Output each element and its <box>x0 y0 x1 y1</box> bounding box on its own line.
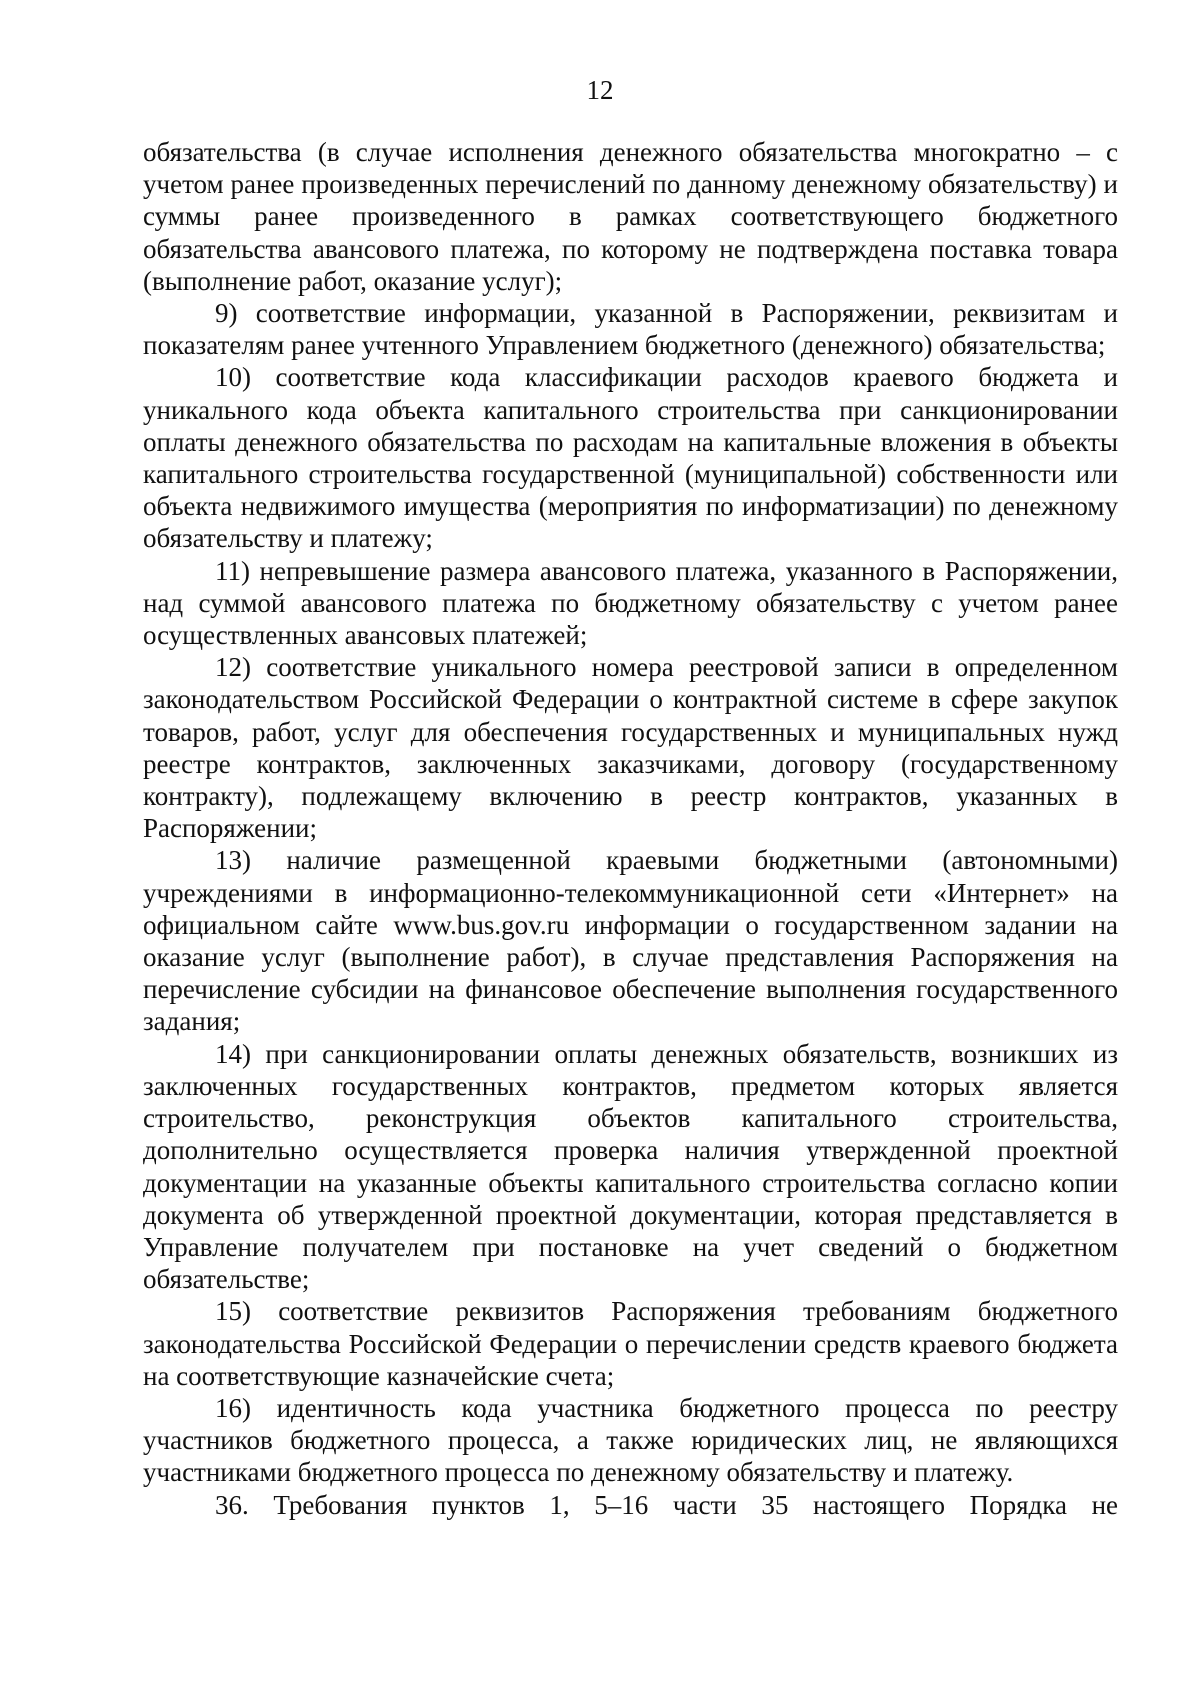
paragraph-item-15: 15) соответствие реквизитов Распоряжения требованиям бюджетного законодательства Российской Федерации о перечислении средств краевого бюджета на соответствующие казначейские счета; <box>143 1296 1118 1391</box>
document-body <box>143 136 1118 1521</box>
paragraph-item-11: 11) непревышение размера авансового платежа, указанного в Распоряжении, над суммой авансового платежа по бюджетному обязательству с учетом ранее осуществленных авансовых платежей; <box>143 555 1118 651</box>
paragraph-item-10: 10) соответствие кода классификации расходов краевого бюджета и уникального кода объекта капитального строительства при санкционировании оплаты денежного обязательства по расходам на капитальные вложения в объекты капитального строительства государственной (муниципальной) собственности или объекта недвижимого имущества (мероприятия по информатизации) по денежному обязательству и платежу; <box>143 362 1118 554</box>
paragraph-continuation-item-8: обязательства (в случае исполнения денежного обязательства многократно – с учетом ранее произведенных перечислений по данному денежному обязательству) и суммы ранее произведенного в рамках соответствующего бюджетного обязательства авансового платежа, по которому не подтверждена поставка товара (выполнение работ, оказание услуг); <box>143 137 1118 296</box>
paragraph-clause-36: 36. Требования пунктов 1, 5–16 части 35 настоящего Порядка не <box>215 1489 1118 1520</box>
page-number: 12 <box>586 75 614 105</box>
paragraph-item-13: 13) наличие размещенной краевыми бюджетными (автономными) учреждениями в информационно-телекоммуникационной сети «Интернет» на официальном сайте www.bus.gov.ru информации о государственном задании на оказание услуг (выполнение работ), в случае представления Распоряжения на перечисление субсидии на финансовое обеспечение выполнения государственного задания; <box>143 845 1118 1037</box>
paragraph-item-9: 9) соответствие информации, указанной в Распоряжении, реквизитам и показателям ранее учтенного Управлением бюджетного (денежного) обязательства; <box>143 298 1118 361</box>
paragraph-item-16: 16) идентичность кода участника бюджетного процесса по реестру участников бюджетного процесса, а также юридических лиц, не являющихся участниками бюджетного процесса по денежному обязательству и платежу. <box>143 1392 1118 1488</box>
paragraph-item-12: 12) соответствие уникального номера реестровой записи в определенном законодательством Российской Федерации о контрактной системе в сфере закупок товаров, работ, услуг для обеспечения государственных и муниципальных нужд реестре контрактов, заключенных заказчиками, договору (государственному контракту), подлежащему включению в реестр контрактов, указанных в Распоряжении; <box>143 652 1118 844</box>
paragraph-item-14: 14) при санкционировании оплаты денежных обязательств, возникших из заключенных государственных контрактов, предметом которых является строительство, реконструкция объектов капитального строительства, дополнительно осуществляется проверка наличия утвержденной проектной документации на указанные объекты капитального строительства согласно копии документа об утвержденной проектной документации, которая представляется в Управление получателем при постановке на учет сведений о бюджетном обязательстве; <box>143 1038 1118 1295</box>
